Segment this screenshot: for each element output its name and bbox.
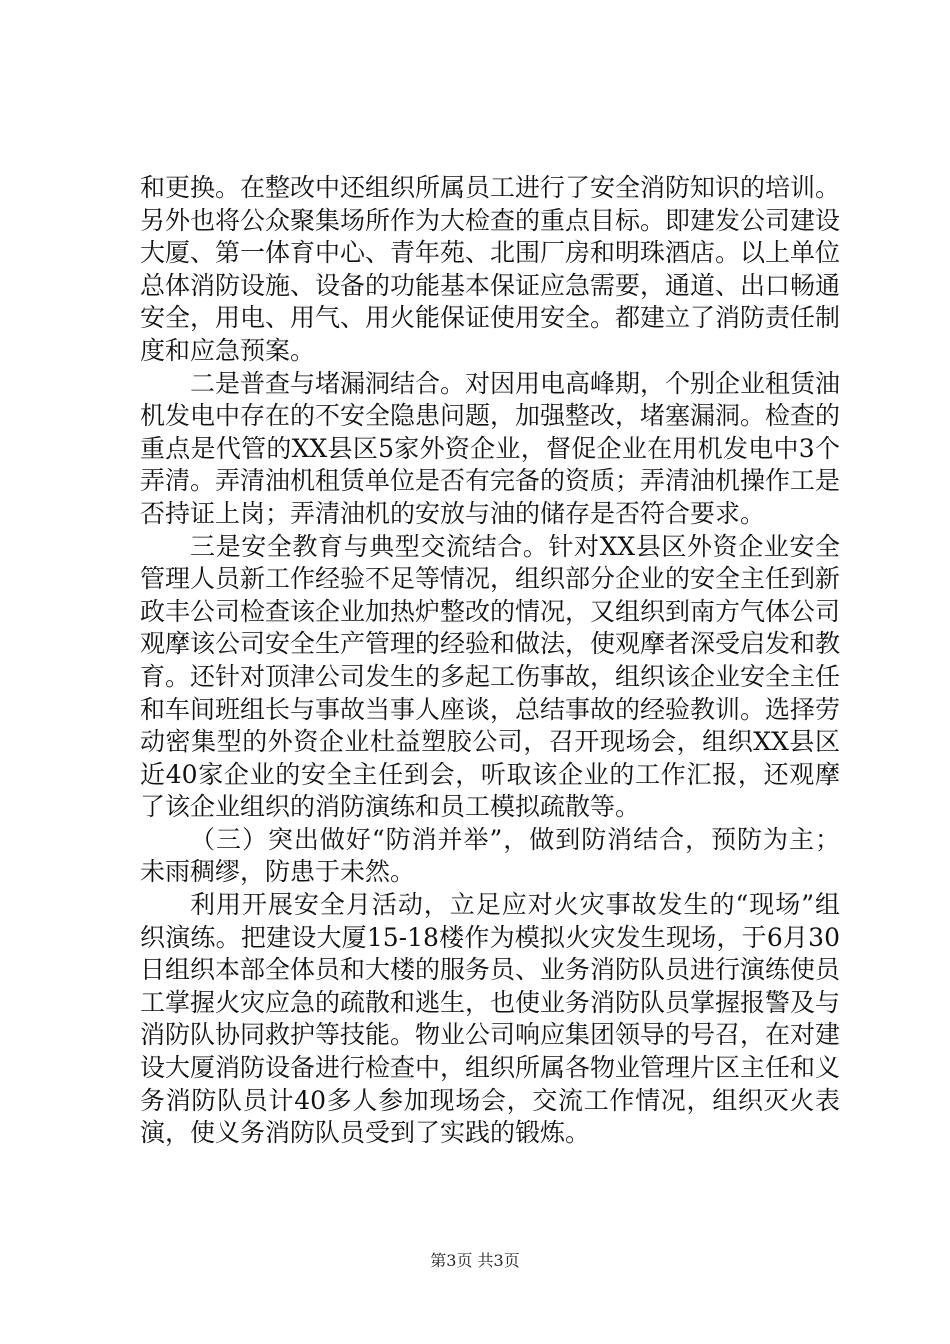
page-footer: 第3页 共3页: [430, 1251, 520, 1270]
paragraph-drill: 利用开展安全月活动，立足应对火灾事故发生的“现场”组织演练。把建设大厦15-18楼作为模拟火灾发生现场，于6月30日组织本部全体员和大楼的服务员、业务消防队员进行演练使员工掌握火灾应急的疏散和逃生，也使业务消防队员掌握报警及与消防队协同救护等技能。物业公司响应集团领导的号召，在对建设大厦消防设备进行检查中，组织所属各物业管理片区主任和义务消防队员计40多人参加现场会，交流工作情况，组织灭火表演，使义务消防队员受到了实践的锻炼。: [140, 890, 841, 1148]
section-heading-three: （三）突出做好“防消并举”，做到防消结合，预防为主；未雨稠缪，防患于未然。: [140, 824, 840, 887]
paragraph-point-three: 三是安全教育与典型交流结合。针对XX县区外资企业安全管理人员新工作经验不足等情况，组织部分企业的安全主任到新政丰公司检查该企业加热炉整改的情况，又组织到南方气体公司观摩该公司安全生产管理的经验和做法，使观摩者深受启发和教育。还针对顶津公司发生的多起工伤事故，组织该企业安全主任和车间班组长与事故当事人座谈，总结事故的经验教训。选择劳动密集型的外资企业杜益塑胶公司，召开现场会，组织XX县区近40家企业的安全主任到会，听取该企业的工作汇报，还观摩了该企业组织的消防演练和员工模拟疏散等。: [140, 531, 841, 822]
paragraph-point-two: 二是普查与堵漏洞结合。对因用电高峰期，个别企业租赁油机发电中存在的不安全隐患问题，加强整改，堵塞漏洞。检查的重点是代管的XX县区5家外资企业，督促企业在用机发电中3个弄清。弄清油机租赁单位是否有完备的资质；弄清油机操作工是否持证上岗；弄清油机的安放与油的储存是否符合要求。: [140, 368, 841, 528]
paragraph-continuation: 和更换。在整改中还组织所属员工进行了安全消防知识的培训。另外也将公众聚集场所作为大检查的重点目标。即建发公司建设大厦、第一体育中心、青年苑、北围厂房和明珠酒店。以上单位总体消防设施、设备的功能基本保证应急需要，通道、出口畅通安全，用电、用气、用火能保证使用安全。都建立了消防责任制度和应急预案。: [140, 173, 841, 365]
document-body: [140, 172, 840, 1150]
